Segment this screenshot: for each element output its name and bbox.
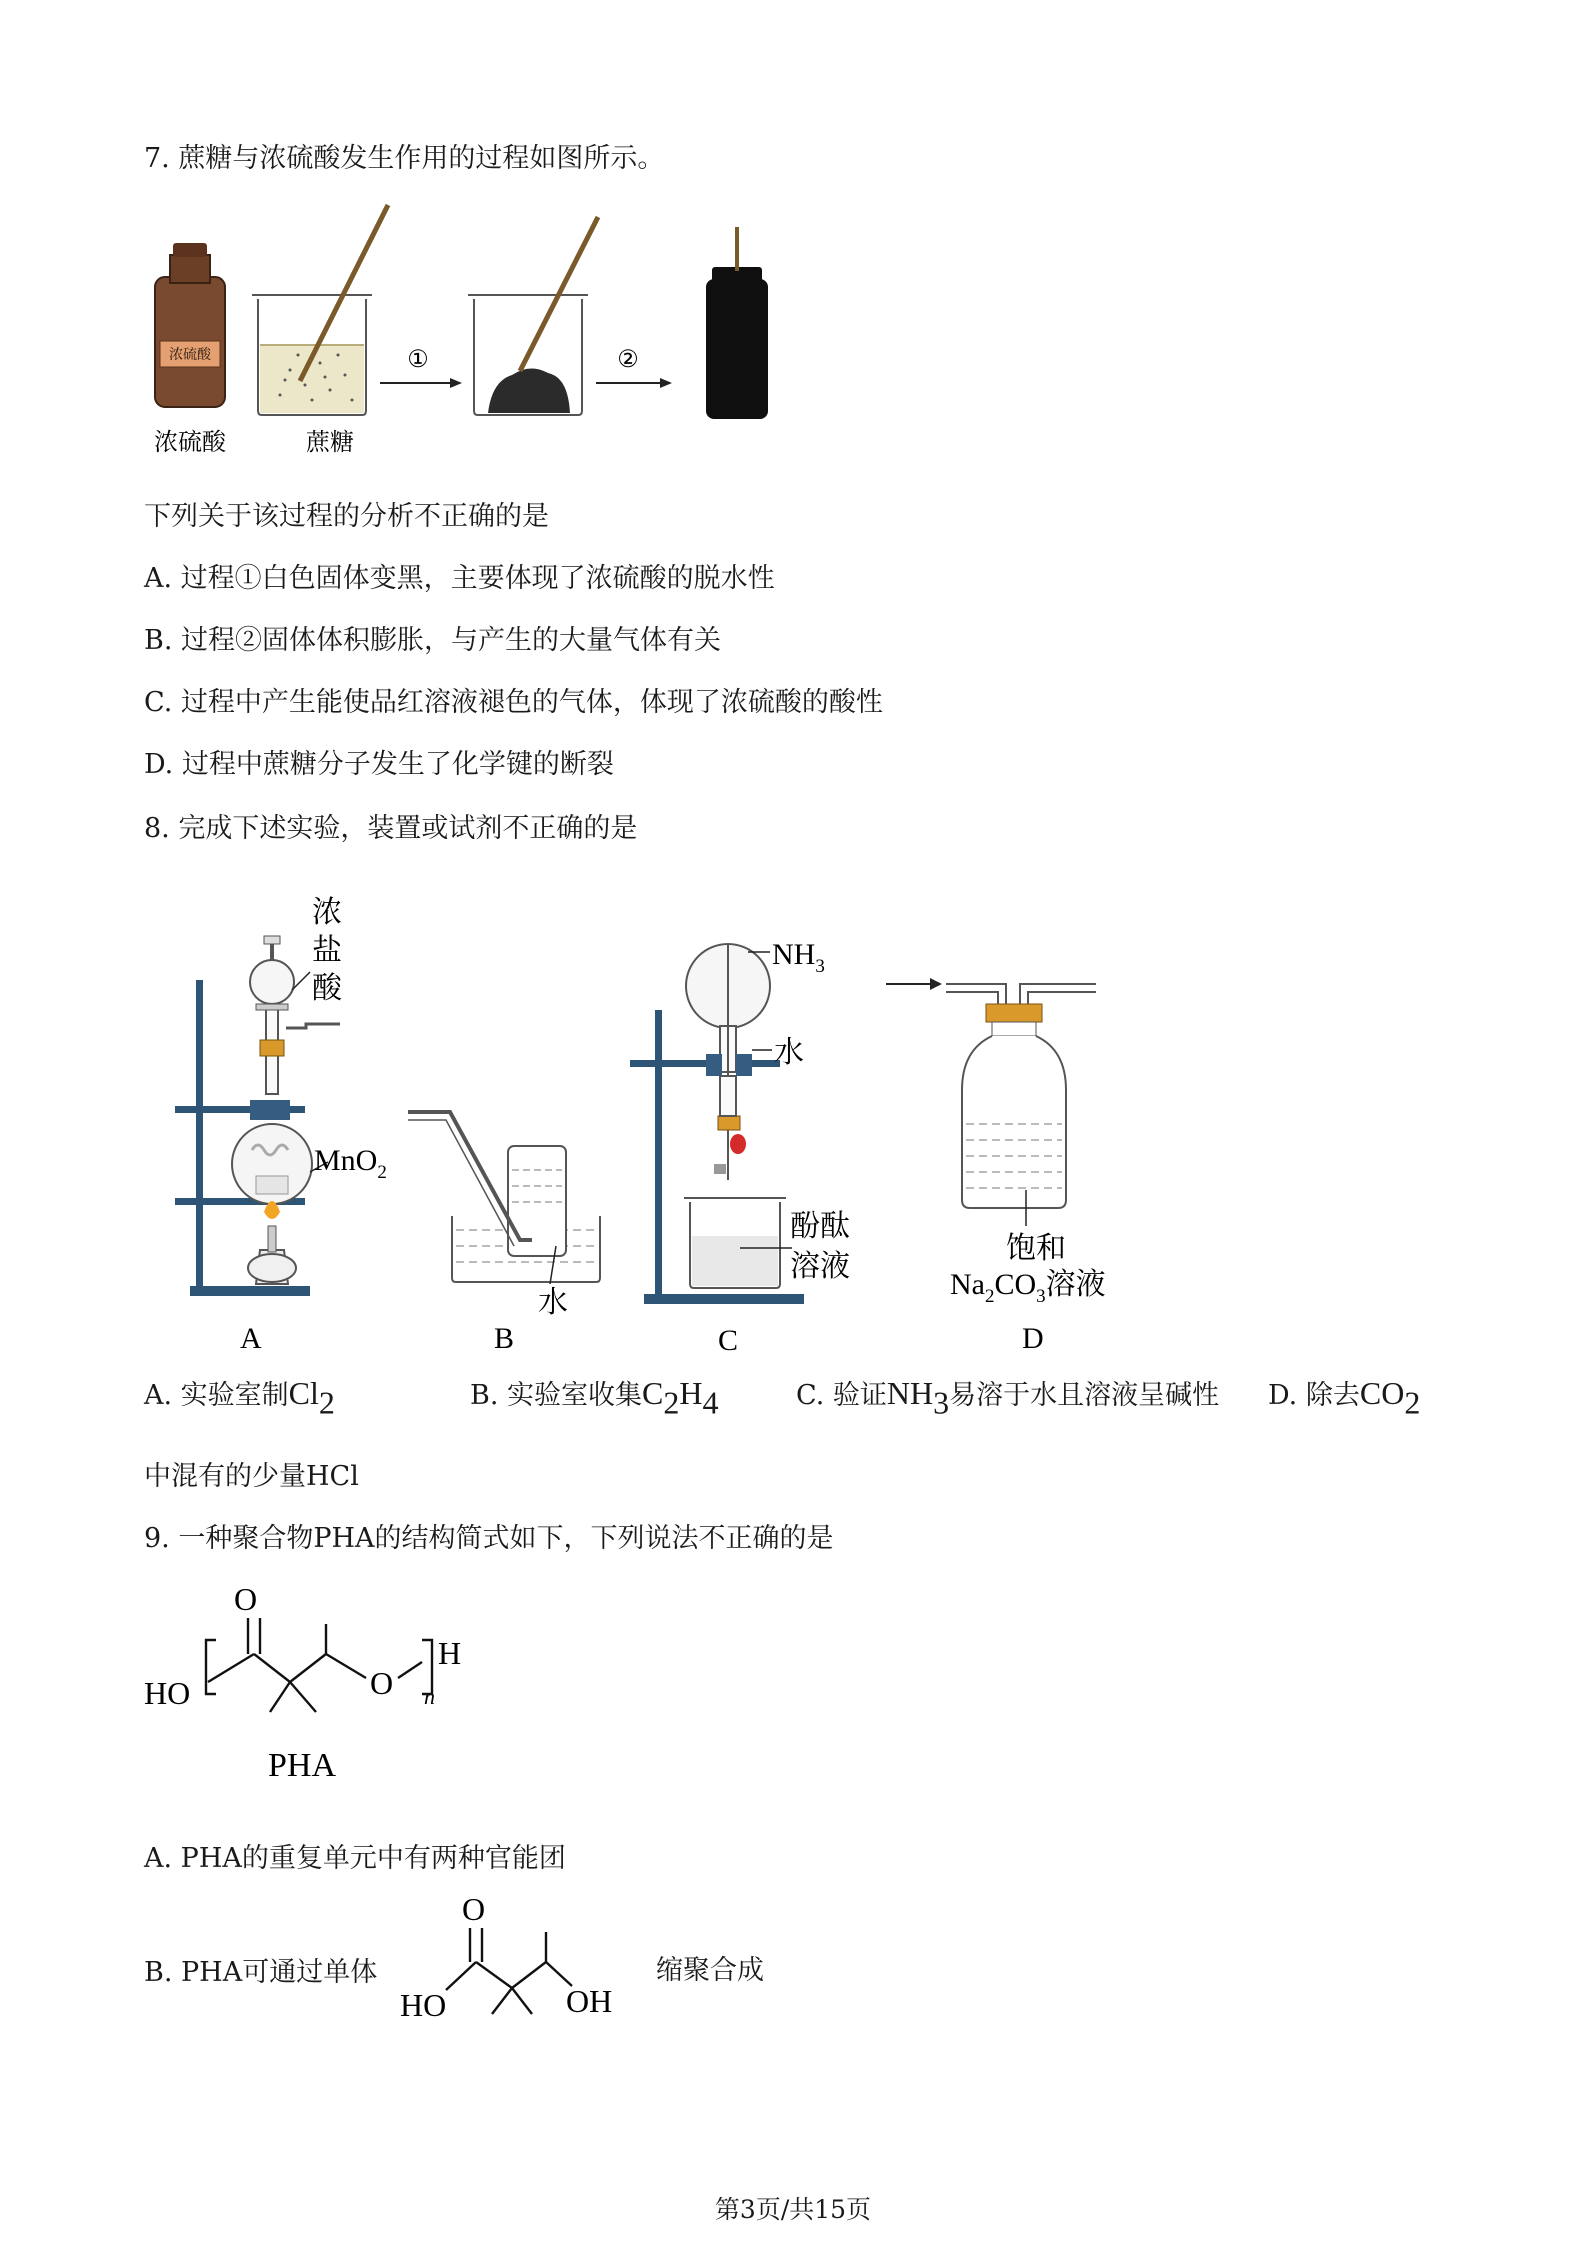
pha-label: PHA [268, 1747, 337, 1784]
repeat-n: n [424, 1684, 435, 1709]
a-solid-label: MnO [314, 1144, 378, 1177]
q9-option-b-prefix: B. PHA可通过单体 [144, 1957, 378, 1988]
ester-o: O [370, 1665, 394, 1701]
page-footer: 第3页/共15页 [714, 2195, 872, 2224]
end-h: H [438, 1635, 462, 1671]
d-solution-2: 溶液 [1045, 1268, 1106, 1301]
monomer-oh: OH [566, 1983, 613, 2019]
sugar-caption: 蔗糖 [306, 430, 354, 456]
q8-option-d-continuation: 中混有的少量HCl [144, 1461, 359, 1492]
acid-label: 浓硫酸 [169, 348, 211, 363]
d-salt-1: Na [950, 1268, 985, 1301]
q8-option-b: B. 实验室收集$C_2H_4$ [470, 1375, 719, 1421]
q9-option-a: A. PHA的重复单元中有两种官能团 [144, 1843, 566, 1874]
q9-option-b-suffix: 缩聚合成 [656, 1955, 764, 1986]
caption-a: A [240, 1322, 262, 1355]
caption-c: C [718, 1324, 739, 1357]
b-water-label: 水 [538, 1286, 568, 1319]
c-solution-1: 酚酞 [790, 1210, 850, 1243]
monomer-o: O [462, 1891, 486, 1927]
step2-label: ② [617, 347, 639, 373]
c-solution-2: 溶液 [790, 1250, 850, 1283]
c-gas-label: NH [772, 938, 816, 971]
black-column [706, 227, 768, 419]
monomer-ho: HO [400, 1987, 447, 2023]
svg-text:NH3: $NH_3$ [772, 938, 825, 977]
q8-option-d: D. 除去$CO_2$ [1268, 1375, 1421, 1421]
c-water-label: 水 [774, 1036, 804, 1069]
q8-figure [160, 880, 1160, 1360]
q7-option-c: C. 过程中产生能使品红溶液褪色的气体，体现了浓硫酸的酸性 [144, 687, 883, 718]
monomer-structure [396, 1886, 636, 2036]
apparatus-b [408, 1112, 600, 1284]
caption-b: B [494, 1322, 515, 1355]
a-reagent-3: 酸 [312, 972, 342, 1005]
apparatus-d [946, 984, 1096, 1226]
step1-label: ① [407, 347, 429, 373]
q7-option-b: B. 过程②固体体积膨胀，与产生的大量气体有关 [144, 625, 722, 656]
pha-structure [140, 1570, 480, 1790]
q8-option-c: C. 验证$NH_3$易溶于水且溶液呈碱性 [796, 1375, 1220, 1421]
a-reagent-2: 盐 [312, 934, 342, 967]
d-solution-1: 饱和 [1006, 1232, 1066, 1265]
apparatus-c [630, 944, 804, 1304]
q7-prompt: 下列关于该过程的分析不正确的是 [144, 501, 549, 532]
acid-bottle [155, 243, 225, 407]
svg-text:MnO2: MnO$_2$ [314, 1144, 387, 1183]
q9-stem: 9. 一种聚合物PHA的结构简式如下，下列说法不正确的是 [144, 1523, 834, 1554]
ho-group: HO [144, 1675, 191, 1711]
d-salt-2: CO [994, 1268, 1037, 1301]
q8-option-a: A. 实验室制$Cl_2$ [144, 1375, 335, 1421]
q7-option-d: D. 过程中蔗糖分子发生了化学键的断裂 [144, 749, 614, 780]
q7-stem: 7. 蔗糖与浓硫酸发生作用的过程如图所示。 [144, 143, 665, 174]
sugar-beaker [252, 205, 388, 415]
q7-figure [140, 195, 780, 465]
black-solid-beaker [468, 217, 598, 415]
carbonyl-o: O [234, 1581, 258, 1617]
acid-caption: 浓硫酸 [154, 430, 226, 456]
a-reagent-1: 浓 [312, 896, 342, 929]
svg-text:Na2CO3溶液: $Na_2CO_3$溶液 [950, 1268, 1106, 1307]
q8-stem: 8. 完成下述实验，装置或试剂不正确的是 [144, 813, 638, 844]
q7-option-a: A. 过程①白色固体变黑，主要体现了浓硫酸的脱水性 [144, 563, 775, 594]
caption-d: D [1022, 1322, 1044, 1355]
